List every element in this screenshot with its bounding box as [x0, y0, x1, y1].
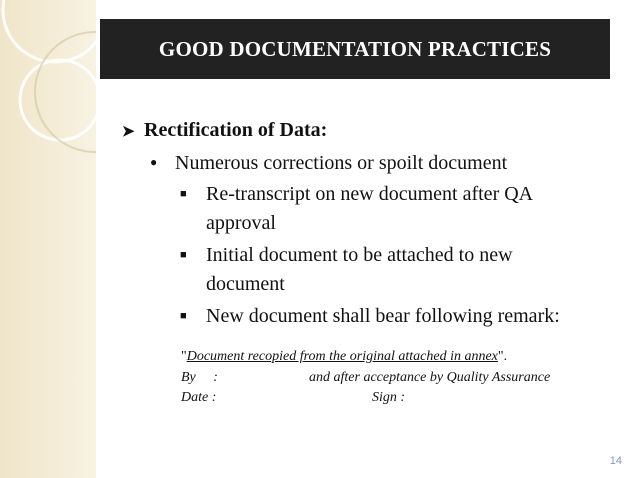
quote-close: ". [497, 349, 508, 364]
date-label: Date : [181, 390, 217, 405]
quote-open: " [181, 349, 187, 364]
slide-title: GOOD DOCUMENTATION PRACTICES [158, 36, 552, 61]
sub-bullet-2 [180, 241, 513, 299]
sub-bullet-text: Re-transcript on new document after QA [206, 183, 534, 205]
heading-row [122, 119, 327, 142]
remark-date-row [181, 390, 405, 406]
section-heading: Rectification of Data: [144, 119, 328, 141]
sub-bullet-text: New document shall bear following remark: [206, 305, 560, 327]
sign-label: Sign : [372, 390, 406, 405]
decorative-circles [0, 0, 96, 478]
remark-quote [181, 349, 507, 365]
sub-bullet-text: Initial document to be attached to new [206, 244, 513, 266]
remark-quote-text: Document recopied from the original attached in annex [186, 349, 498, 364]
square-bullet-icon: ■ [180, 249, 187, 261]
remark-by-row [181, 370, 550, 386]
by-label: By : [181, 370, 218, 385]
square-bullet-icon: ■ [180, 188, 187, 200]
arrow-bullet-icon: ➤ [122, 124, 135, 140]
side-decoration [0, 0, 96, 478]
bullet-text: Numerous corrections or spoilt document [175, 152, 508, 174]
square-bullet-icon: ■ [180, 310, 187, 322]
sub-bullet-text-cont: document [206, 273, 285, 295]
by-text: and after acceptance by Quality Assurance [309, 370, 551, 385]
sub-bullet-3 [180, 302, 560, 331]
dot-bullet-icon: ● [150, 155, 158, 169]
bullet-level1 [150, 152, 507, 175]
sub-bullet-1 [180, 180, 533, 238]
slide-number: 14 [609, 455, 622, 467]
title-bar [100, 19, 610, 79]
sub-bullet-text-cont: approval [206, 212, 276, 234]
